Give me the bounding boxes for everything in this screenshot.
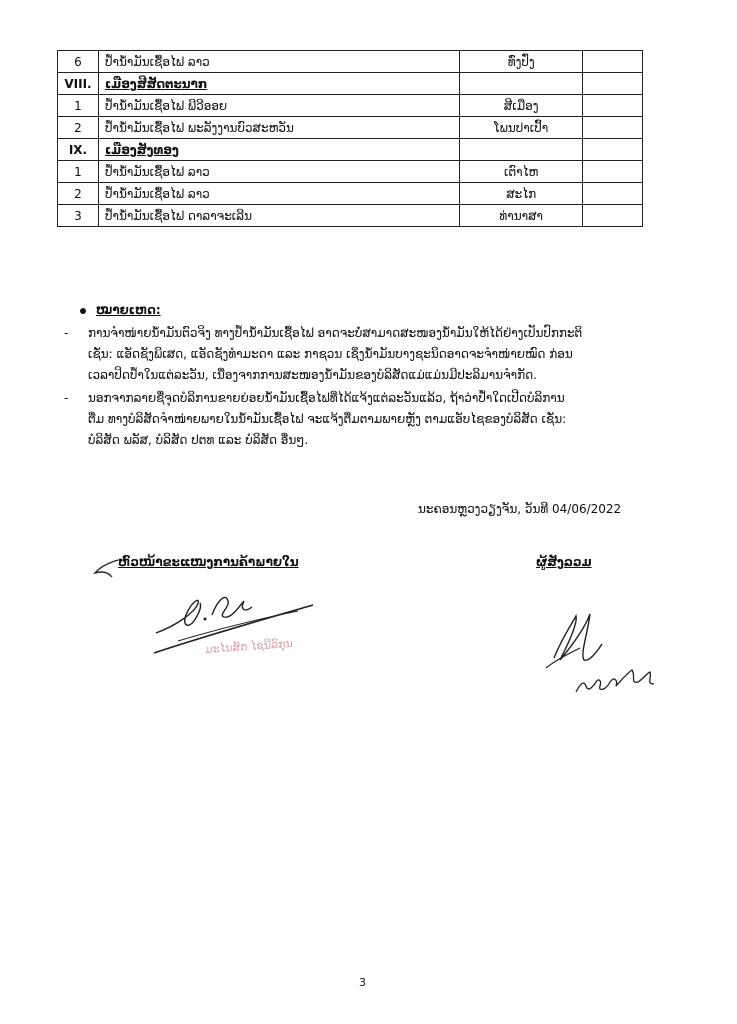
station-name-cell: ປ້ຳນ້ຳມັນເຊື້ອໄຟ ພະລັງງານບົວສະຫວັນ — [98, 117, 459, 139]
extra-cell — [583, 139, 643, 161]
location-cell: ທົ່ງປົ່ງ — [460, 51, 583, 73]
station-name-cell: ປ້ຳນ້ຳມັນເຊື້ອໄຟ ລາວ — [98, 183, 459, 205]
location-cell: ທ່ານາສາ — [460, 205, 583, 227]
dash-marker: - — [64, 326, 69, 340]
right-signature-icon — [540, 608, 670, 708]
table-row — [58, 117, 643, 139]
dash-marker: - — [64, 391, 69, 405]
location-cell: ສີເມືອງ — [460, 95, 583, 117]
location-cell — [460, 139, 583, 161]
left-stamp-name: ມະໄນສັກ ໄຊນີລົກຸນ — [204, 636, 294, 657]
fuel-station-table — [57, 50, 643, 227]
note-1-line-2: ເຊັ່ນ: ແອັດຊັງພິເສດ, ແອັດຊັງທຳມະດາ ແລະ ກາຊວນ ເຊິ່ງນ້ຳມັນບາງຊະນິດອາດຈະຈຳໜ່າຍໝົດ ກ່ອນ — [88, 347, 573, 361]
extra-cell — [583, 183, 643, 205]
note-1-line-1: ການຈຳໜ່າຍນ້ຳມັນຕົວຈິງ ທາງປ້ຳນ້ຳມັນເຊື້ອໄຟ ອາດຈະບໍ່ສາມາດສະໜອງນ້ຳມັນໃຫ້ໄດ້ຢ່າງເປັນປົກກະຕິ — [88, 326, 583, 340]
table-row — [58, 183, 643, 205]
note-item-2 — [60, 388, 670, 451]
notes-section — [60, 300, 670, 451]
right-signatory-title: ຜູ້ສັງລວມ — [536, 555, 592, 569]
district-group-row — [58, 139, 643, 161]
extra-cell — [583, 161, 643, 183]
row-number-cell: 2 — [58, 183, 99, 205]
row-number-cell: 1 — [58, 161, 99, 183]
notes-heading — [60, 300, 670, 321]
table-row — [58, 95, 643, 117]
note-2-line-2: ຕື່ມ ທາງບໍລິສັດຈຳໜ່າຍພາຍໃນນ້ຳມັນເຊື້ອໄຟ ຈະແຈ້ງຕື່ມຕາມພາຍຫຼັງ ຕາມແອັບໄຊຂອງບໍລິສັດ ເຊັ່ນ: — [88, 412, 567, 426]
extra-cell — [583, 117, 643, 139]
row-number-cell: 3 — [58, 205, 99, 227]
table-row — [58, 205, 643, 227]
note-item-1 — [60, 323, 670, 386]
station-name-cell: ປ້ຳນ້ຳມັນເຊື້ອໄຟ ລາວ — [98, 51, 459, 73]
fuel-station-table-body — [58, 51, 643, 227]
station-name-cell: ເມືອງສີສັດຕະນາກ — [98, 73, 459, 95]
extra-cell — [583, 95, 643, 117]
note-2-line-3: ບໍລິສັດ ພລັສ, ບໍລິສັດ ປຕທ ແລະ ບໍລິສັດ ອື່ນໆ. — [88, 433, 309, 447]
row-number-cell: IX. — [58, 139, 99, 161]
row-number-cell: 6 — [58, 51, 99, 73]
location-cell: ສະໄກ — [460, 183, 583, 205]
district-group-row — [58, 73, 643, 95]
note-2-line-1: ນອກຈາກລາຍຊື່ຈຸດບໍລິການຂາຍຍ່ອຍນ້ຳມັນເຊື້ອໄຟທີ່ໄດ້ແຈ້ງແຕ່ລະວັນແລ້ວ, ຖ້າວ່າປ້ຳໃດເປີດບໍລິການ — [88, 391, 565, 405]
station-name-cell: ເມືອງສັງທອງ — [98, 139, 459, 161]
station-name-cell: ປ້ຳນ້ຳມັນເຊື້ອໄຟ ພີວີອອຍ — [98, 95, 459, 117]
station-name-cell: ປ້ຳນ້ຳມັນເຊື້ອໄຟ ດາລາຈະເລີນ — [98, 205, 459, 227]
row-number-cell: 1 — [58, 95, 99, 117]
location-cell: ໂພນປາເປົ້າ — [460, 117, 583, 139]
extra-cell — [583, 73, 643, 95]
bullet-icon — [80, 308, 86, 314]
note-1-line-3: ເວລາປິດປ້ຳໃນແຕ່ລະວັນ, ເນື່ອງຈາກການສະໜອງນ້ຳມັນຂອງບໍລິສັດແມ່ແມ່ນມີປະລິມານຈຳກັດ. — [88, 368, 537, 382]
notes-title: ໝາຍເຫດ: — [96, 303, 161, 317]
extra-cell — [583, 51, 643, 73]
location-cell: ເຕົາໄຫ — [460, 161, 583, 183]
left-signatory-title: ຫົວໜ້າຂະແໜງການຄ້າພາຍໃນ — [118, 555, 299, 569]
row-number-cell: 2 — [58, 117, 99, 139]
date-line: ນະຄອນຫຼວງວຽງຈັນ, ວັນທີ 04/06/2022 — [418, 502, 622, 516]
location-cell — [460, 73, 583, 95]
extra-cell — [583, 205, 643, 227]
table-row — [58, 51, 643, 73]
station-name-cell: ປ້ຳນ້ຳມັນເຊື້ອໄຟ ລາວ — [98, 161, 459, 183]
table-row — [58, 161, 643, 183]
row-number-cell: VIII. — [58, 73, 99, 95]
page-number: 3 — [359, 976, 366, 989]
